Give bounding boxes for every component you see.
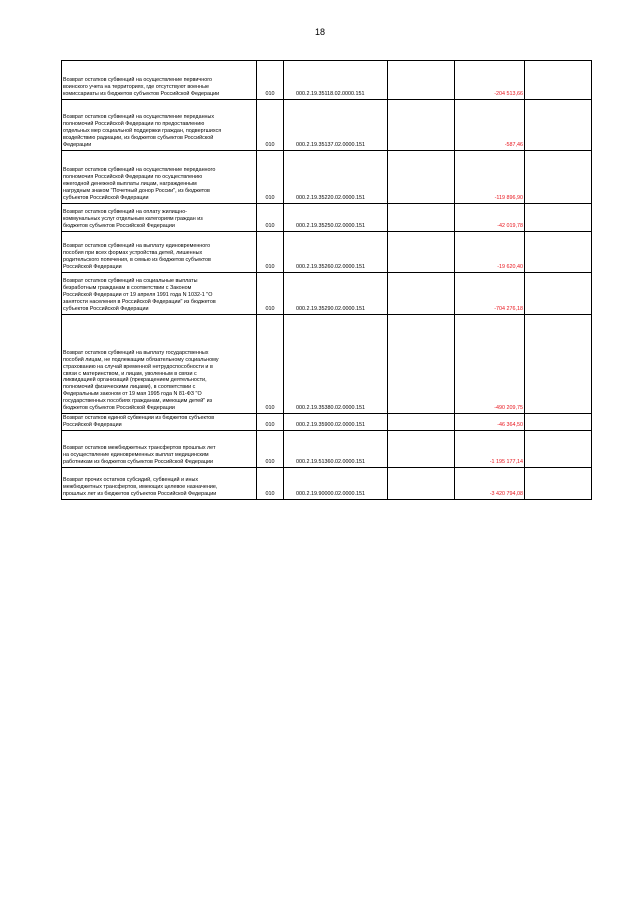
row-kbk-cell: 000.2.19.35260.02.0000.151 xyxy=(284,232,388,273)
row-empty-cell xyxy=(388,315,455,414)
row-code-cell: 010 xyxy=(257,414,284,431)
table-row xyxy=(62,468,592,500)
row-empty-cell xyxy=(388,273,455,315)
row-empty-cell xyxy=(388,100,455,151)
table-row xyxy=(62,204,592,232)
table-row xyxy=(62,315,592,414)
row-code-cell: 010 xyxy=(257,468,284,500)
row-name-cell: Возврат прочих остатков субсидий, субвенций и иных межбюджетных трансфертов, имеющих целевое назначение, прошлых лет из бюджетов субъектов Российской Федерации xyxy=(62,468,257,500)
row-amount-cell: -204 513,66 xyxy=(455,61,525,100)
table-row xyxy=(62,414,592,431)
row-kbk-cell: 000.2.19.35250.02.0000.151 xyxy=(284,204,388,232)
row-extra-cell xyxy=(525,273,592,315)
table-row xyxy=(62,273,592,315)
table-row xyxy=(62,100,592,151)
row-extra-cell xyxy=(525,232,592,273)
row-amount-cell: -587,46 xyxy=(455,100,525,151)
budget-report-table xyxy=(61,60,592,500)
row-name-cell: Возврат остатков субвенций на социальные выплаты безработным гражданам в соответствии с Законом Российской Федерации от 19 апреля 1991 года N 1032-1 "О занятости населения в Российской Федерации" из бюджетов субъектов Российской Федерации xyxy=(62,273,257,315)
row-code-cell: 010 xyxy=(257,273,284,315)
table-row xyxy=(62,431,592,468)
table-row xyxy=(62,232,592,273)
row-extra-cell xyxy=(525,431,592,468)
row-name-cell: Возврат остатков субвенций на осуществление переданного полномочия Российской Федерации по осуществлению ежегодной денежной выплаты лицам, награжденным нагрудным знаком "Почетный донор России", из бюджетов субъектов Российской Федерации xyxy=(62,151,257,204)
row-kbk-cell: 000.2.19.35380.02.0000.151 xyxy=(284,315,388,414)
row-empty-cell xyxy=(388,414,455,431)
page-number: 18 xyxy=(314,27,325,37)
row-amount-cell: -1 195 177,14 xyxy=(455,431,525,468)
row-code-cell: 010 xyxy=(257,431,284,468)
row-amount-cell: -42 019,78 xyxy=(455,204,525,232)
row-kbk-cell: 000.2.19.35220.02.0000.151 xyxy=(284,151,388,204)
row-name-cell: Возврат остатков субвенций на осуществление переданных полномочий Российской Федерации по предоставлению отдельных мер социальной поддержки граждан, подвергшихся воздействию радиации, из бюджетов субъектов Российской Федерации xyxy=(62,100,257,151)
row-extra-cell xyxy=(525,315,592,414)
row-kbk-cell: 000.2.19.35118.02.0000.151 xyxy=(284,61,388,100)
row-extra-cell xyxy=(525,204,592,232)
row-extra-cell xyxy=(525,151,592,204)
row-empty-cell xyxy=(388,232,455,273)
table-row xyxy=(62,61,592,100)
row-amount-cell: -46 364,50 xyxy=(455,414,525,431)
row-amount-cell: -19 620,40 xyxy=(455,232,525,273)
row-code-cell: 010 xyxy=(257,315,284,414)
row-code-cell: 010 xyxy=(257,100,284,151)
row-empty-cell xyxy=(388,151,455,204)
row-name-cell: Возврат остатков межбюджетных трансфертов прошлых лет на осуществление единовременных выплат медицинским работникам из бюджетов субъектов Российской Федерации xyxy=(62,431,257,468)
row-name-cell: Возврат остатков субвенций на выплату единовременного пособия при всех формах устройства детей, лишенных родительского попечения, в семью из бюджетов субъектов Российской Федерации xyxy=(62,232,257,273)
row-code-cell: 010 xyxy=(257,204,284,232)
row-kbk-cell: 000.2.19.35137.02.0000.151 xyxy=(284,100,388,151)
row-name-cell: Возврат остатков субвенций на осуществление первичного воинского учета на территориях, где отсутствуют военные комиссариаты из бюджетов субъектов Российской Федерации xyxy=(62,61,257,100)
row-extra-cell xyxy=(525,468,592,500)
row-kbk-cell: 000.2.19.90000.02.0000.151 xyxy=(284,468,388,500)
row-extra-cell xyxy=(525,100,592,151)
row-amount-cell: -119 896,90 xyxy=(455,151,525,204)
row-code-cell: 010 xyxy=(257,151,284,204)
row-empty-cell xyxy=(388,431,455,468)
row-name-cell: Возврат остатков субвенций на выплату государственных пособий лицам, не подлежащим обязательному социальному страхованию на случай временной нетрудоспособности и в связи с материнством, и лицам, уволенным в связи с ликвидацией организаций (прекращением деятельности, полномочий физическими лицами), в соответствии с Федеральным законом от 19 мая 1995 года N 81-ФЗ "О государственных пособиях гражданам, имеющим детей" из бюджетов субъектов Российской Федерации xyxy=(62,315,257,414)
row-empty-cell xyxy=(388,61,455,100)
row-amount-cell: -704 276,18 xyxy=(455,273,525,315)
row-code-cell: 010 xyxy=(257,61,284,100)
row-code-cell: 010 xyxy=(257,232,284,273)
row-kbk-cell: 000.2.19.35900.02.0000.151 xyxy=(284,414,388,431)
row-empty-cell xyxy=(388,468,455,500)
row-kbk-cell: 000.2.19.35290.02.0000.151 xyxy=(284,273,388,315)
row-extra-cell xyxy=(525,61,592,100)
row-extra-cell xyxy=(525,414,592,431)
table-row xyxy=(62,151,592,204)
row-kbk-cell: 000.2.19.51360.02.0000.151 xyxy=(284,431,388,468)
row-name-cell: Возврат остатков субвенций на оплату жилищно- коммунальных услуг отдельным категориям граждан из бюджетов субъектов Российской Федерации xyxy=(62,204,257,232)
row-name-cell: Возврат остатков единой субвенции из бюджетов субъектов Российской Федерации xyxy=(62,414,257,431)
row-amount-cell: -490 209,75 xyxy=(455,315,525,414)
row-empty-cell xyxy=(388,204,455,232)
row-amount-cell: -3 420 794,08 xyxy=(455,468,525,500)
